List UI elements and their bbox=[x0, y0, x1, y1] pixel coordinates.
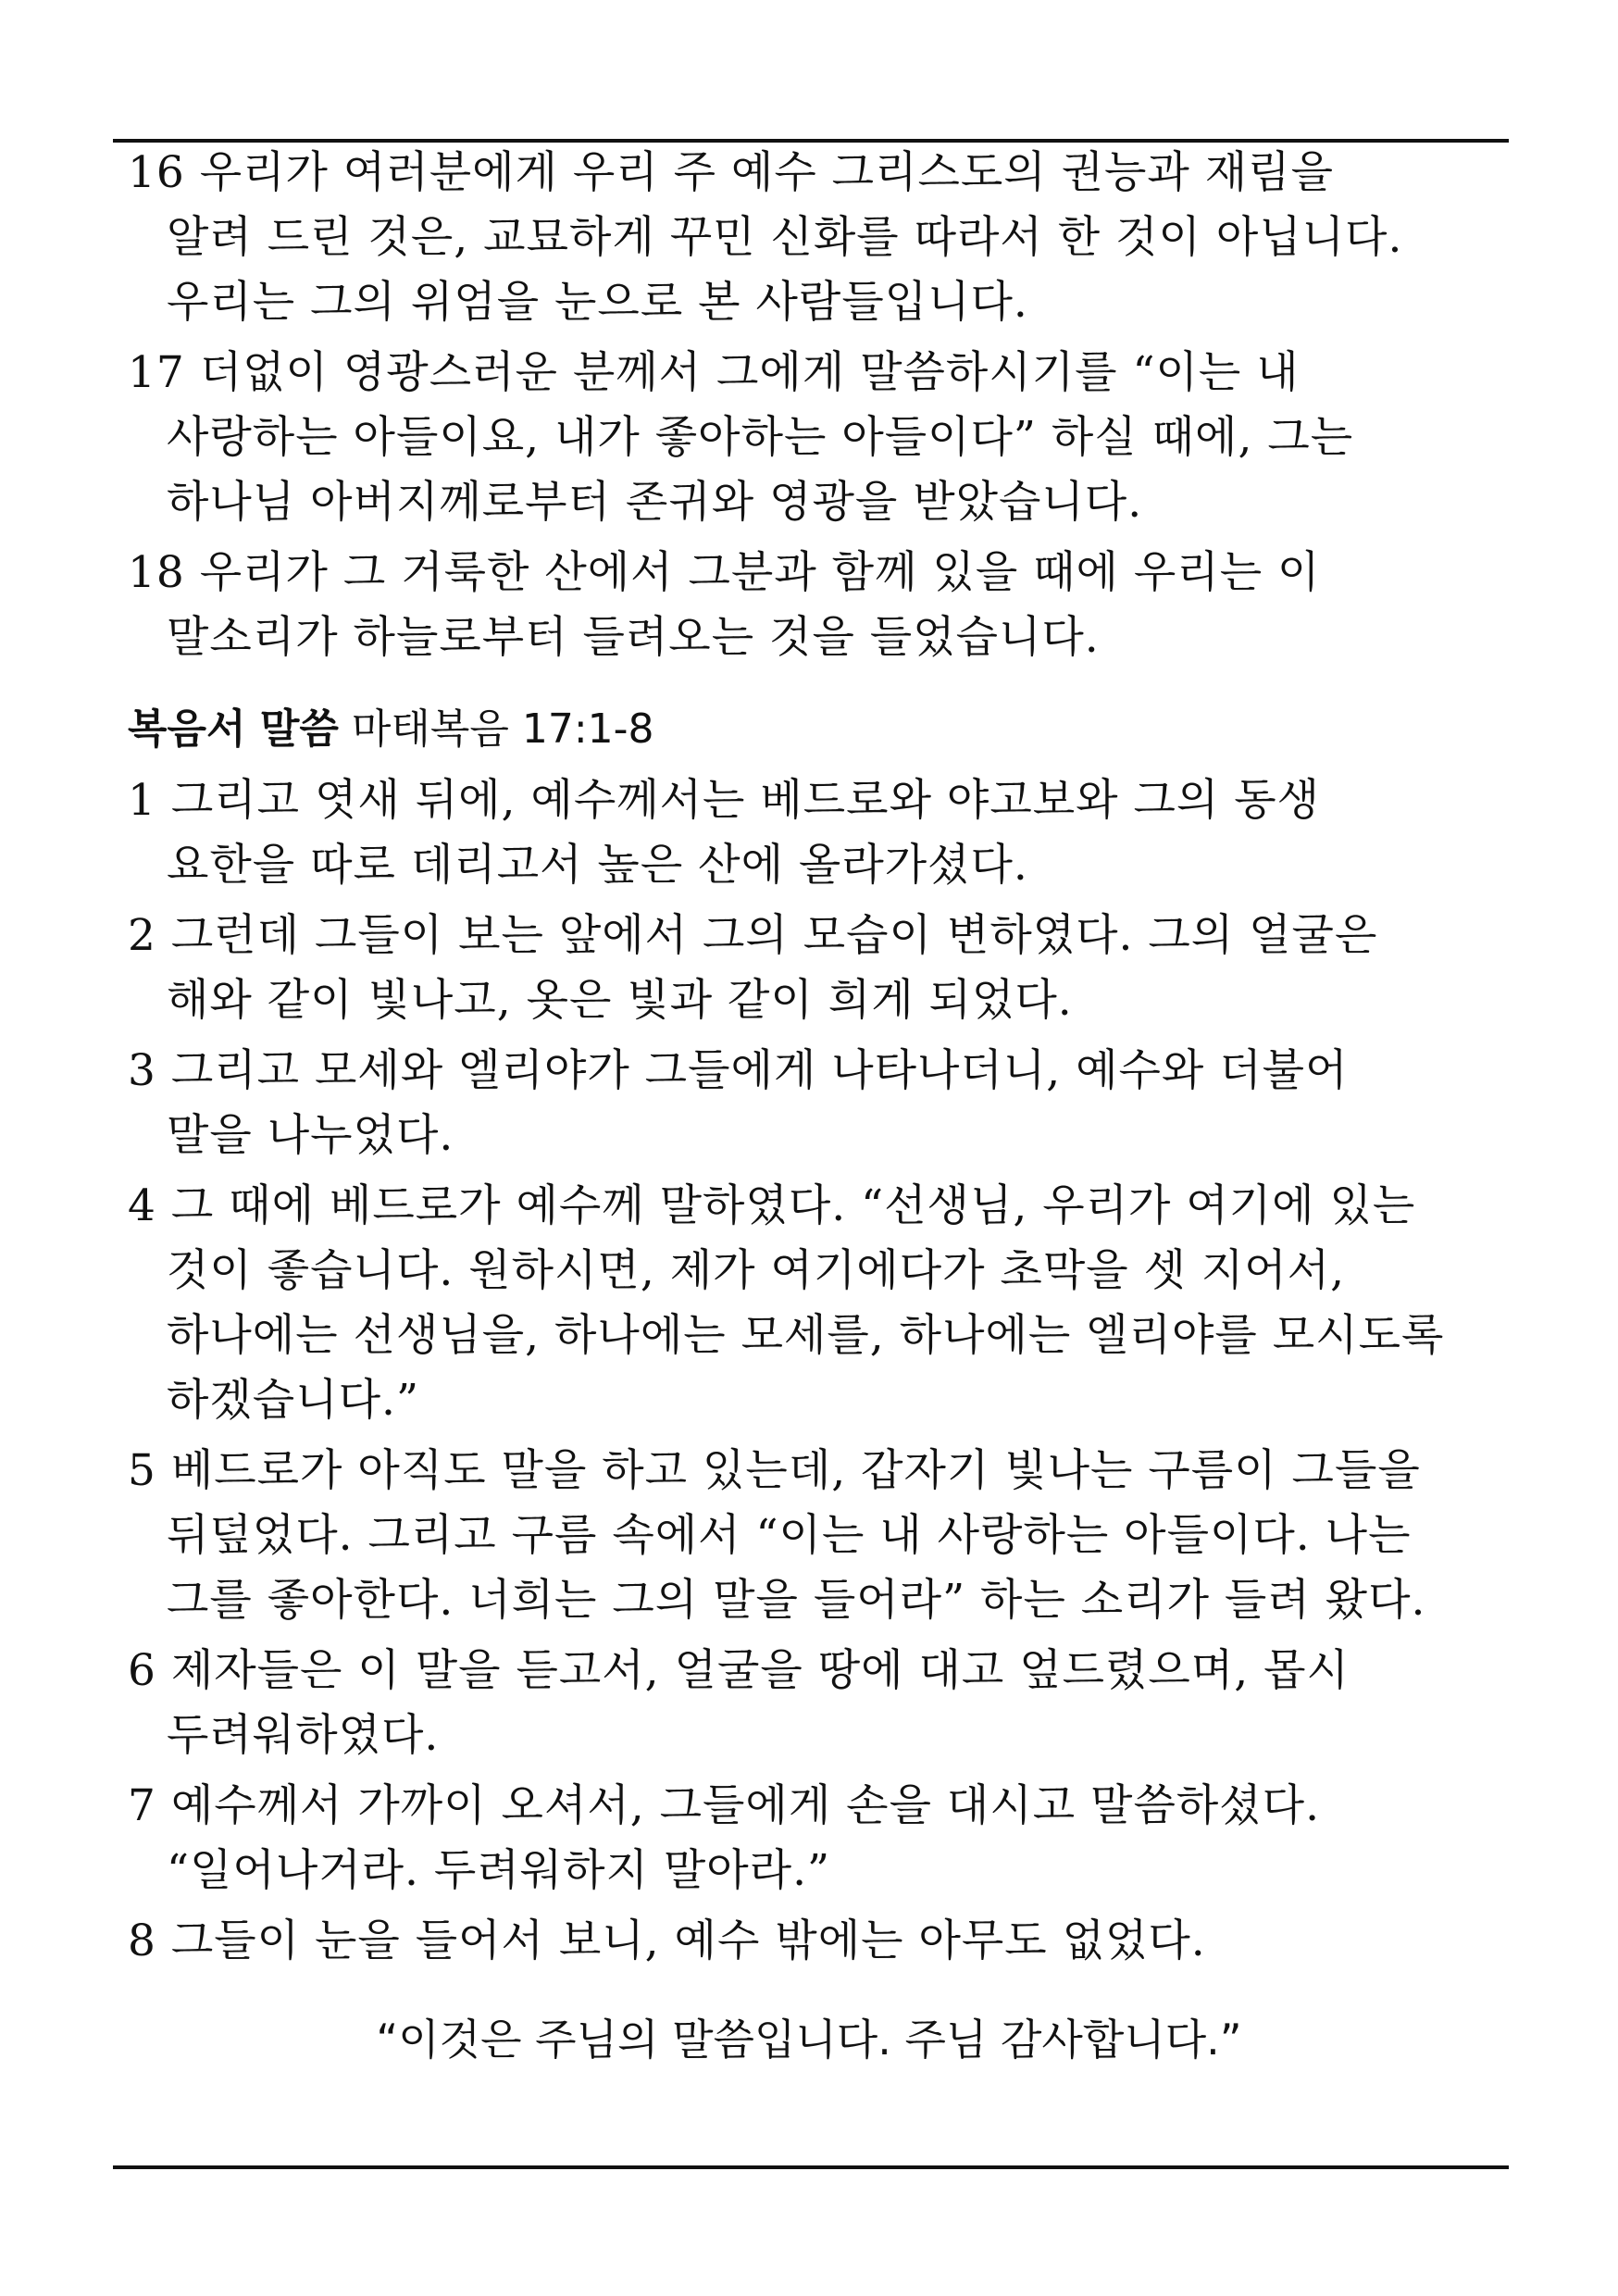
verse-line: 그를 좋아한다. 너희는 그의 말을 들어라” 하는 소리가 들려 왔다. bbox=[167, 1575, 1426, 1626]
verse-line: 뒤덮었다. 그리고 구름 속에서 “이는 내 사랑하는 아들이다. 나는 bbox=[167, 1510, 1412, 1561]
gospel-verse-2 bbox=[128, 904, 1516, 1033]
epistle-verse-16 bbox=[128, 141, 1516, 335]
gospel-verse-5 bbox=[128, 1439, 1516, 1633]
epistle-passage bbox=[128, 141, 1516, 670]
bottom-divider bbox=[113, 2165, 1509, 2169]
verse-line: 사랑하는 아들이요, 내가 좋아하는 아들이다” 하실 때에, 그는 bbox=[167, 412, 1354, 463]
verse-line: 4 그 때에 베드로가 예수께 말하였다. “선생님, 우리가 여기에 있는 bbox=[128, 1180, 1416, 1231]
epistle-verse-17 bbox=[128, 341, 1516, 535]
verse-line: “일어나거라. 두려워하지 말아라.” bbox=[167, 1845, 831, 1896]
gospel-verse-8 bbox=[128, 1909, 1516, 1974]
verse-line: 요한을 따로 데리고서 높은 산에 올라가셨다. bbox=[167, 840, 1028, 891]
verse-line: 말을 나누었다. bbox=[167, 1110, 454, 1161]
verse-line: 하나에는 선생님을, 하나에는 모세를, 하나에는 엘리야를 모시도록 bbox=[167, 1310, 1445, 1361]
verse-line: 말소리가 하늘로부터 들려오는 것을 들었습니다. bbox=[167, 612, 1100, 663]
gospel-verse-1 bbox=[128, 768, 1516, 898]
gospel-heading-label: 복음서 말씀 bbox=[128, 705, 339, 753]
gospel-passage bbox=[128, 768, 1516, 1974]
verse-line: 1 그리고 엿새 뒤에, 예수께서는 베드로와 야고보와 그의 동생 bbox=[128, 775, 1321, 826]
verse-line: 두려워하였다. bbox=[167, 1710, 440, 1761]
gospel-verse-7 bbox=[128, 1774, 1516, 1903]
verse-line: 3 그리고 모세와 엘리야가 그들에게 나타나더니, 예수와 더불어 bbox=[128, 1045, 1349, 1096]
verse-line: 2 그런데 그들이 보는 앞에서 그의 모습이 변하였다. 그의 얼굴은 bbox=[128, 910, 1378, 961]
verse-line: 해와 같이 빛나고, 옷은 빛과 같이 희게 되었다. bbox=[167, 975, 1073, 1026]
verse-line: 우리는 그의 위엄을 눈으로 본 사람들입니다. bbox=[167, 277, 1028, 328]
verse-line: 8 그들이 눈을 들어서 보니, 예수 밖에는 아무도 없었다. bbox=[128, 1915, 1206, 1966]
verse-line: 16 우리가 여러분에게 우리 주 예수 그리스도의 권능과 재림을 bbox=[128, 147, 1334, 198]
verse-line: 17 더없이 영광스러운 분께서 그에게 말씀하시기를 “이는 내 bbox=[128, 347, 1300, 398]
gospel-verse-6 bbox=[128, 1639, 1516, 1768]
verse-line: 7 예수께서 가까이 오셔서, 그들에게 손을 대시고 말씀하셨다. bbox=[128, 1780, 1321, 1831]
verse-line: 하나님 아버지께로부터 존귀와 영광을 받았습니다. bbox=[167, 477, 1143, 528]
gospel-heading bbox=[128, 694, 1516, 765]
reading-content bbox=[128, 141, 1516, 1979]
verse-line: 5 베드로가 아직도 말을 하고 있는데, 갑자기 빛나는 구름이 그들을 bbox=[128, 1445, 1421, 1496]
verse-line: 알려 드린 것은, 교묘하게 꾸민 신화를 따라서 한 것이 아닙니다. bbox=[167, 212, 1403, 263]
gospel-verse-4 bbox=[128, 1174, 1516, 1433]
epistle-verse-18 bbox=[128, 541, 1516, 670]
closing-acclamation: “이것은 주님의 말씀입니다. 주님 감사합니다.” bbox=[376, 2015, 1242, 2065]
verse-line: 6 제자들은 이 말을 듣고서, 얼굴을 땅에 대고 엎드렸으며, 몹시 bbox=[128, 1645, 1350, 1696]
gospel-heading-reference: 마태복음 17:1-8 bbox=[351, 705, 654, 753]
gospel-verse-3 bbox=[128, 1039, 1516, 1168]
verse-line: 18 우리가 그 거룩한 산에서 그분과 함께 있을 때에 우리는 이 bbox=[128, 547, 1321, 598]
verse-line: 것이 좋습니다. 원하시면, 제가 여기에다가 초막을 셋 지어서, bbox=[167, 1245, 1346, 1296]
verse-line: 하겠습니다.” bbox=[167, 1375, 419, 1426]
